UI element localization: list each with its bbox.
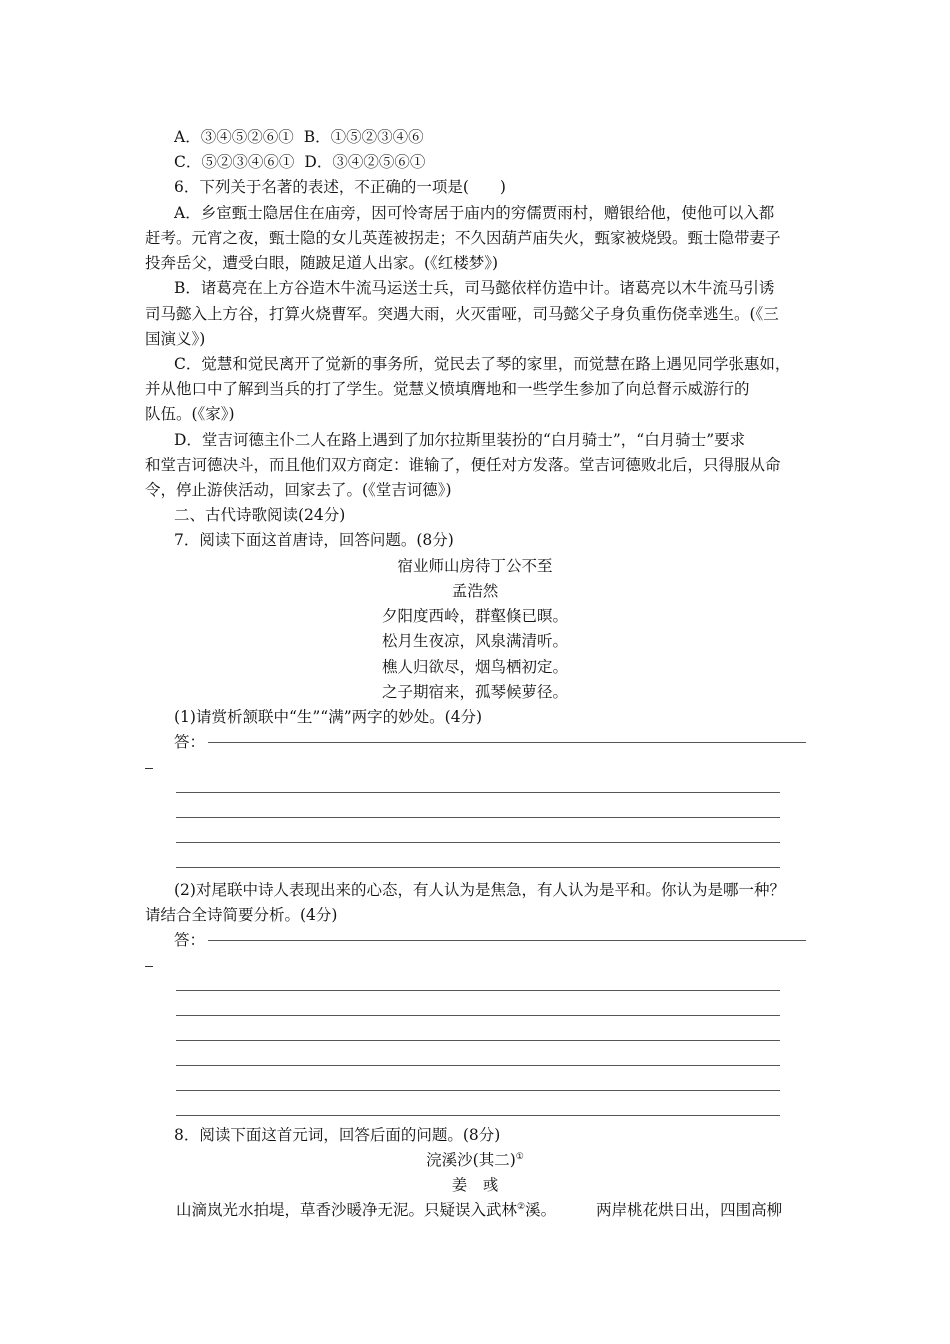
q5-option-b-label: B． (303, 128, 331, 146)
q7-subquestion-1: (1)请赏析颔联中“生”“满”两字的妙处。(4分) (174, 708, 483, 726)
ci-text-part: 山滴岚光水拍堤，草香沙暖净无泥。只疑误入武林 (176, 1201, 518, 1219)
q6-option-a-line: 投奔岳父，遭受白眼，随跛足道人出家。(《红楼梦》) (145, 254, 499, 272)
answer-line[interactable] (176, 990, 780, 991)
answer-line[interactable] (208, 940, 806, 941)
ci-text-part: 溪。 (525, 1201, 557, 1219)
answer-line[interactable] (176, 842, 780, 843)
q6-option-c-line: 队伍。(《家》) (145, 405, 235, 423)
q6-stem: 6．下列关于名著的表述，不正确的一项是( ) (174, 178, 506, 196)
answer-line[interactable] (176, 1065, 780, 1066)
q6-option-d-line: 令，停止游侠活动，回家去了。(《堂吉诃德》) (145, 481, 452, 499)
footnote-marker: ① (515, 1152, 524, 1162)
q7-subquestion-2-line: (2)对尾联中诗人表现出来的心态，有人认为是焦急，有人认为是平和。你认为是哪一种？ (174, 881, 785, 899)
q5-options-row-1 (174, 127, 424, 147)
answer-line[interactable] (176, 867, 780, 868)
q5-option-a-value: ③④⑤②⑥① (200, 128, 294, 146)
ci-text-line (176, 1200, 782, 1220)
poem-title: 宿业师山房待丁公不至 (397, 557, 553, 575)
q6-option-a-line: 赶考。元宵之夜，甄士隐的女儿英莲被拐走；不久因葫芦庙失火，甄家被烧毁。甄士隐带妻子 (145, 229, 781, 247)
q6-option-c-line: 并从他口中了解到当兵的打了学生。觉慧义愤填膺地和一些学生参加了向总督示威游行的 (145, 380, 750, 398)
q7-stem: 7．阅读下面这首唐诗，回答问题。(8分) (174, 531, 454, 549)
q7-subquestion-2-line: 请结合全诗简要分析。(4分) (145, 906, 338, 924)
answer-line-dash (145, 768, 153, 769)
answer-line[interactable] (176, 1040, 780, 1041)
q5-options-row-2 (174, 152, 425, 172)
q8-stem: 8．阅读下面这首元词，回答后面的问题。(8分) (174, 1126, 501, 1144)
q6-option-a-line: A．乡宦甄士隐居住在庙旁，因可怜寄居于庙内的穷儒贾雨村，赠银给他，使他可以入都 (174, 204, 775, 222)
poem-line: 樵人归欲尽，烟鸟栖初定。 (381, 658, 568, 676)
q5-option-b-value: ①⑤②③④⑥ (330, 128, 424, 146)
q5-option-a-label: A． (174, 128, 201, 146)
q6-option-c-line: C．觉慧和觉民离开了觉新的事务所，觉民去了琴的家里，而觉慧在路上遇见同学张惠如， (174, 355, 791, 373)
poem-author: 孟浩然 (451, 582, 499, 600)
q6-option-d-line: D．堂吉诃德主仆二人在路上遇到了加尔拉斯里装扮的“白月骑士”，“白月骑士”要求 (174, 431, 746, 449)
poem-line: 之子期宿来，孤琴候萝径。 (381, 683, 568, 701)
ci-text-part: 两岸桃花烘日出，四围高柳 (596, 1201, 783, 1219)
ci-title (0, 1150, 950, 1170)
ci-title-text: 浣溪沙(其二) (426, 1151, 516, 1169)
q5-option-d-value: ③④②⑤⑥① (332, 153, 426, 171)
section-heading: 二、古代诗歌阅读(24分) (174, 506, 346, 524)
answer-line[interactable] (208, 742, 806, 743)
answer-line[interactable] (176, 1115, 780, 1116)
answer-line[interactable] (176, 817, 780, 818)
answer-line[interactable] (176, 1090, 780, 1091)
poem-line: 松月生夜凉，风泉满清听。 (381, 632, 568, 650)
q6-option-b-line: 司马懿入上方谷，打算火烧曹军。突遇大雨，火灭雷哑，司马懿父子身负重伤侥幸逃生。(《三 (145, 305, 779, 323)
q5-option-c-label: C． (174, 153, 202, 171)
q6-option-b-line: 国演义》) (145, 330, 206, 348)
answer-line-dash (145, 966, 153, 967)
answer-label: 答： (174, 931, 206, 949)
poem-line: 夕阳度西岭，群壑倏已暝。 (381, 607, 568, 625)
ci-author: 姜 彧 (451, 1176, 499, 1194)
answer-line[interactable] (176, 1015, 780, 1016)
q6-option-b-line: B．诸葛亮在上方谷造木牛流马运送士兵，司马懿依样仿造中计。诸葛亮以木牛流马引诱 (174, 279, 775, 297)
answer-line[interactable] (176, 792, 780, 793)
q5-option-c-value: ⑤②③④⑥① (201, 153, 295, 171)
footnote-marker: ② (517, 1202, 526, 1212)
q6-option-d-line: 和堂吉诃德决斗，而且他们双方商定：谁输了，便任对方发落。堂吉诃德败北后，只得服从命 (145, 456, 781, 474)
answer-label: 答： (174, 733, 206, 751)
q5-option-d-label: D． (304, 153, 333, 171)
